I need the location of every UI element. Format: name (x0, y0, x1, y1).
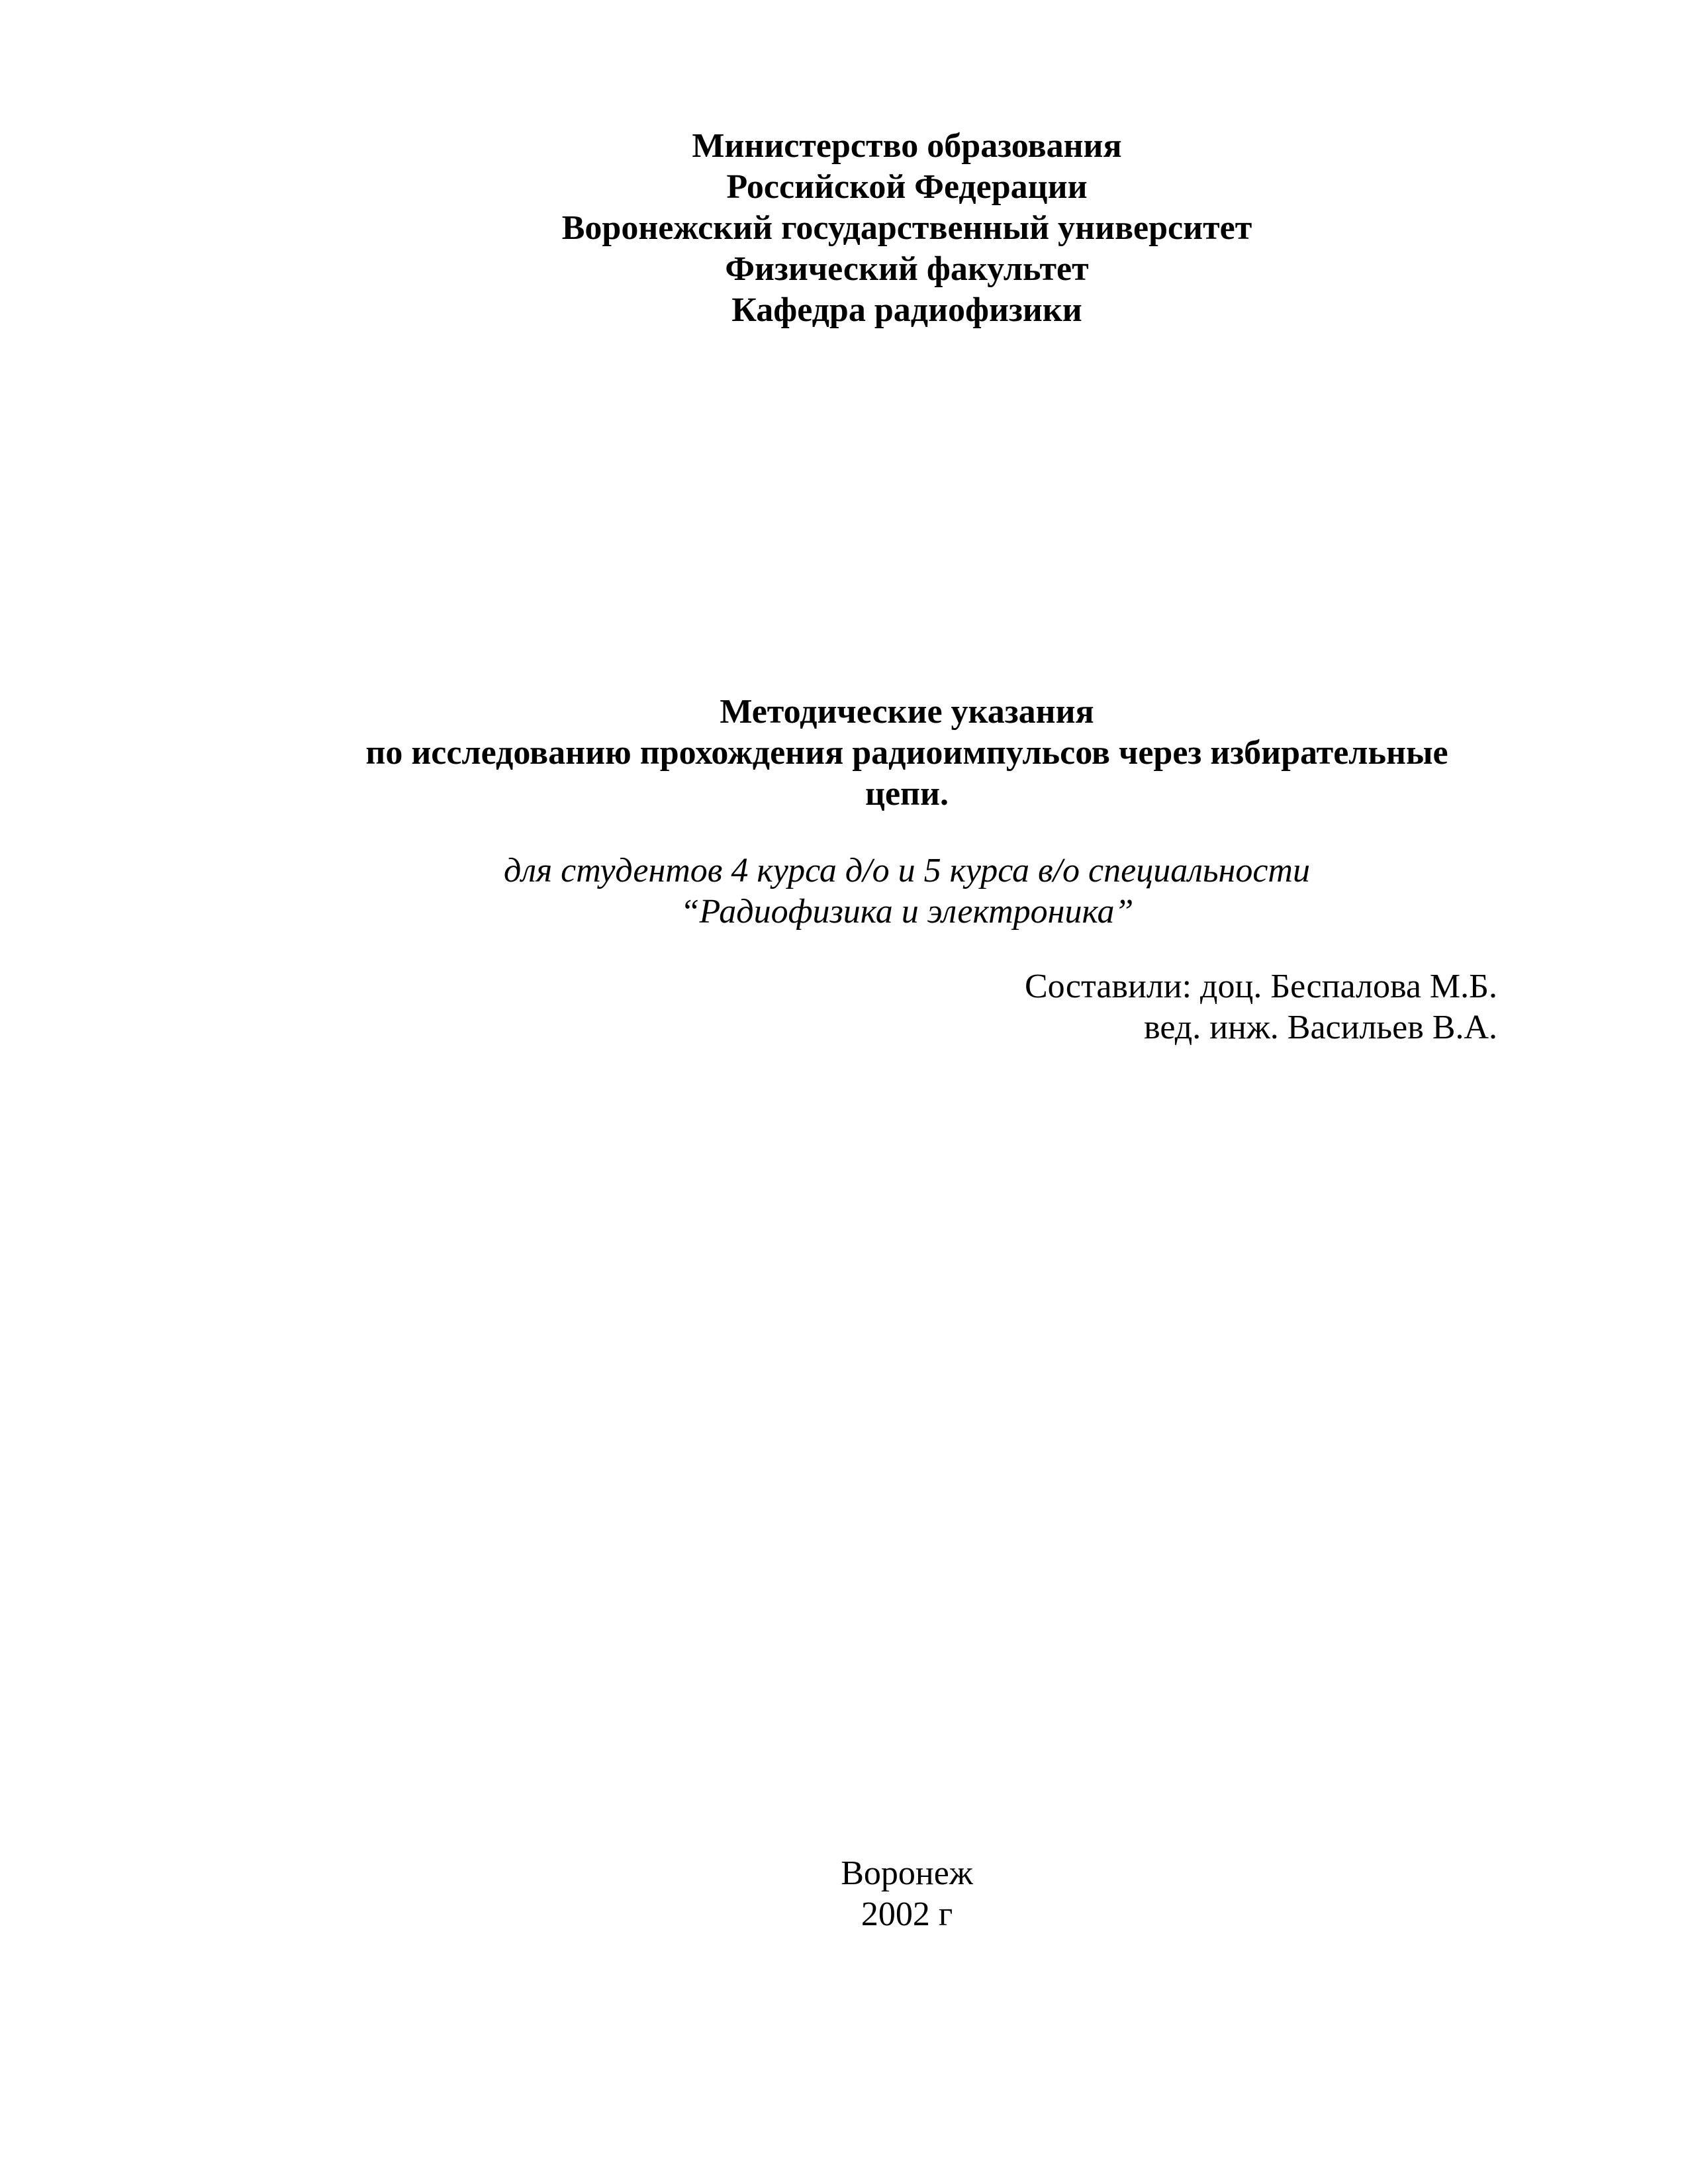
faculty-line: Физический факультет (725, 250, 1089, 288)
audience-line-1: для студентов 4 курса д/о и 5 курса в/о специальности (504, 852, 1310, 889)
authors (1025, 966, 1497, 1048)
place-and-year (0, 1853, 1688, 1935)
ministry-line: Министерство образования (692, 127, 1122, 165)
title-line-2: по исследованию прохождения радиоимпульсов через избирательные (365, 734, 1448, 772)
authors-line-2: вед. инж. Васильев В.А. (1144, 1009, 1497, 1046)
city: Воронеж (841, 1854, 973, 1892)
authors-line-1: Составили: доц. Беспалова М.Б. (1024, 968, 1497, 1005)
federation-line: Российской Федерации (726, 168, 1088, 206)
title-line-1: Методические указания (720, 693, 1094, 731)
audience-note (265, 850, 1549, 933)
audience-line-2: “Радиофизика и электроника” (680, 893, 1134, 931)
institution-header (0, 126, 1688, 331)
university-line: Воронежский государственный университет (561, 209, 1252, 247)
document-title (265, 692, 1549, 815)
title-line-3: цепи. (865, 775, 949, 813)
department-line: Кафедра радиофизики (731, 291, 1082, 329)
year: 2002 г (861, 1895, 953, 1933)
